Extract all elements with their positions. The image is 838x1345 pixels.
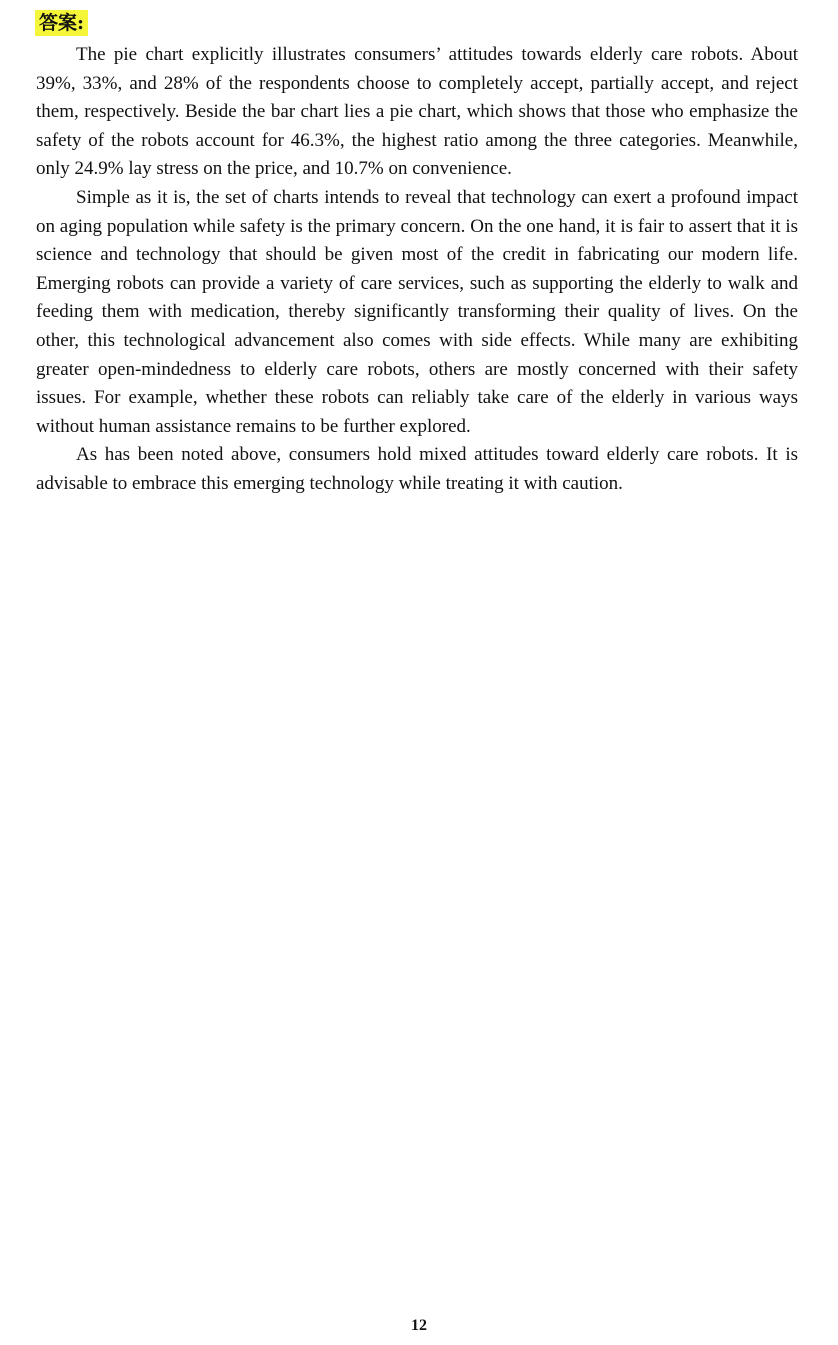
page-number: 12 [411, 1317, 427, 1334]
answer-body [36, 41, 798, 499]
paragraph: As has been noted above, consumers hold mixed attitudes toward elderly care robots. It is advisable to embrace this emerging technology while treating it with caution. [36, 444, 798, 494]
paragraph: The pie chart explicitly illustrates consumers’ attitudes towards elderly care robots. About 39%, 33%, and 28% of the respondents choose to completely accept, partially accept, and reject them, respectively. Beside the bar chart lies a pie chart, which shows that those who emphasize the safety of the robots account for 46.3%, the highest ratio among the three categories. Meanwhile, only 24.9% lay stress on the price, and 10.7% on convenience. [36, 44, 798, 180]
paragraph: Simple as it is, the set of charts intends to reveal that technology can exert a profound impact on aging population while safety is the primary concern. On the one hand, it is fair to assert that it is science and technology that should be given most of the credit in fabricating our modern life. Emerging robots can provide a variety of care services, such as supporting the elderly to walk and feeding them with medication, thereby significantly transforming their quality of lives. On the other, this technological advancement also comes with side effects. While many are exhibiting greater open-mindedness to elderly care robots, others are mostly concerned with their safety issues. For example, whether these robots can reliably take care of the elderly in various ways without human assistance remains to be further explored. [36, 186, 798, 437]
answer-label: 答案: [35, 10, 88, 36]
